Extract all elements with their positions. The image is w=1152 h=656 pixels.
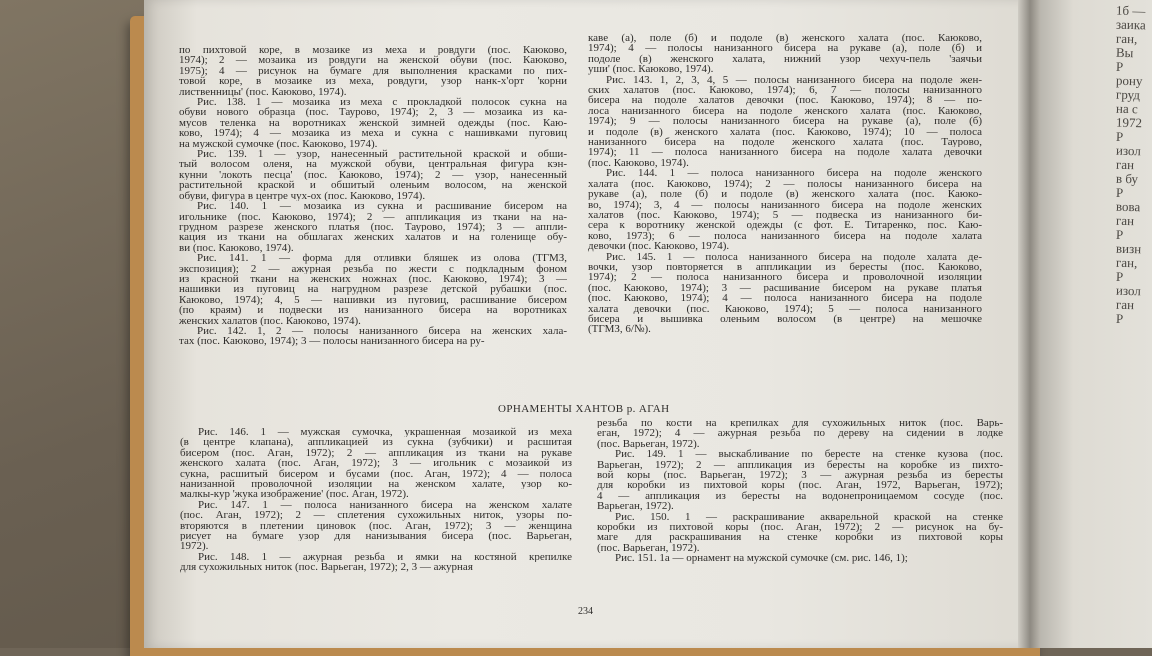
- text-line: Варьеган, 1972); 2 — аппликация из бересты на коробке из пихто-: [597, 459, 1003, 471]
- right-page-fragment: Р: [1115, 268, 1124, 285]
- text-line: бисера на подоле халатов девочки (пос. Каюково, 1974); 8 — по-: [588, 95, 982, 106]
- text-line: рисует на бумаге узор для нанизывания бисера (пос. Варьеган,: [180, 531, 572, 542]
- text-line: (пос. Каюково, 1974); 3 — расшивание бисером на рукаве платья: [588, 282, 982, 294]
- right-page-fragment: Р: [1115, 310, 1124, 327]
- text-line: кация из ткани на обшлагах женских халатов и на голенище обу-: [179, 232, 567, 243]
- text-line: экспозиция); 2 — ажурная резьба по жести с подкладным фоном: [179, 263, 567, 274]
- right-page-fragment: Р: [1115, 184, 1124, 201]
- text-line: лиственницы' (пос. Каюково, 1974).: [179, 86, 347, 98]
- right-page-fragment: ган,: [1115, 30, 1138, 47]
- text-line: растительной краской и обшитый оленьим волосом, на женской: [179, 180, 567, 191]
- text-line: вторяются в плетении циновок (пос. Аган, 1972); 3 — женщина: [180, 520, 572, 532]
- text-line: 1974); 4 — полосы нанизанного бисера на рукаве (а), поле (б) и: [588, 43, 982, 54]
- text-line: сера к воротнику женской одежды (с фот. Е. Титаренко, пос. Каю-: [588, 220, 982, 231]
- right-page-fragment: Р: [1115, 128, 1124, 145]
- text-line: для коробки из пихтовой коры (пос. Аган, 1972, Варьеган, 1972);: [597, 480, 1003, 491]
- text-line: обуви нового образца (пос. Таурово, 1974); 2, 3 — мозаика из ка-: [179, 107, 567, 118]
- right-page-fragment: 1972: [1115, 114, 1143, 131]
- text-line: сукна, расшитый бисером и бусами (пос. Аган, 1972); 4 — полоса: [180, 468, 572, 480]
- text-line: и подоле (в) женского халата (пос. Каюково, 1974); 10 — полоса: [588, 126, 982, 138]
- text-line: Рис. 149. 1 — выскабливание по бересте на стенке кузова (пос.: [615, 449, 1003, 460]
- text-line: (пос. Варьеган, 1972).: [597, 438, 700, 450]
- text-line: рукаве (а), поле (б) и подоле (в) женского халата (пос. Каюко-: [588, 189, 982, 200]
- text-line: малкы-кур 'жука изображение' (пос. Аган, 1972).: [180, 489, 409, 500]
- text-line: нанизанного бисера на подоле женского халата (пос. Таурово,: [588, 137, 982, 148]
- text-line: грудном разрезе женского платья (пос. Таурово, 1974); 3 — аппли-: [179, 221, 567, 233]
- text-line: ково, 1974); 4 — мозаика из меха и сукна с нашивками пуговиц: [179, 128, 567, 139]
- text-line: 1975); 4 — рисунок на бумаге для выполнения красками по пих-: [179, 65, 567, 77]
- text-line: (пос. Аган, 1972); 2 — сплетения сухожильных ниток, узоры по-: [180, 510, 572, 521]
- text-line: Рис. 145. 1 — полоса нанизанного бисера на подоле халата де-: [606, 251, 982, 262]
- text-line: Варьеган, 1972).: [597, 501, 674, 512]
- text-line: бисером (пос. Аган, 1972); 2 — аппликация из ткани на рукаве: [180, 447, 572, 459]
- text-line: Рис. 151. 1а — орнамент на мужской сумочке (см. рис. 146, 1);: [615, 553, 908, 564]
- text-line: ково, 1973); 6 — полоса нанизанного бисера на подоле халата: [588, 230, 982, 242]
- right-page-fragment: 1б —: [1115, 2, 1146, 19]
- text-line: Рис. 146. 1 — мужская сумочка, украшенная мозаикой из меха: [198, 427, 572, 438]
- text-line: Рис. 144. 1 — полоса нанизанного бисера на подоле женского: [606, 168, 982, 179]
- text-line: Рис. 147. 1 — полоса нанизанного бисера на женском халате: [198, 499, 572, 511]
- text-line: Рис. 150. 1 — раскрашивание акварельной краской на стенке: [615, 511, 1003, 523]
- right-page-fragment: в бу: [1115, 170, 1139, 187]
- text-line: нанизанной проволочной изоляции на женском халате, узор ко-: [180, 479, 572, 490]
- text-line: по пихтовой коре, в мозаике из меха и ровдуги (пос. Каюково,: [179, 45, 567, 56]
- text-line: (пос. Каюково, 1974); 4 — полоса нанизанного бисера на подоле: [588, 293, 982, 304]
- text-line: 1974); 2 — мозаика из ровдуги на женской обуви (пос. Каюково,: [179, 55, 567, 66]
- text-line: женского халата (пос. Аган, 1972); 3 — игольник с мозаикой из: [180, 458, 572, 469]
- text-line: ви (пос. Каюково, 1974).: [179, 242, 294, 254]
- text-line: из красной ткани на женских ножнах (пос. Каюково, 1974); 3 —: [179, 273, 567, 285]
- right-page-fragment: изол: [1115, 282, 1142, 299]
- text-line: еган, 1972); 4 — ажурная резьба по дереву на сидении в лодке: [597, 428, 1003, 439]
- upper-right-column: [588, 33, 982, 335]
- right-page-fragment: ган: [1115, 296, 1135, 313]
- text-line: тах (пос. Каюково, 1974); 3 — полосы нанизанного бисера на ру-: [179, 336, 485, 347]
- text-line: 1974); 2 — полоса нанизанного бисера и проволочной изоляции: [588, 272, 982, 283]
- text-line: подоле (в) женского халата, нижний узор чехуч-пель 'заячьи: [588, 53, 982, 65]
- text-line: (пос. Варьеган, 1972).: [597, 542, 700, 554]
- text-line: нашивки из пуговиц на нагрудном разрезе детской рубашки (пос.: [179, 284, 567, 295]
- right-book-page-edge: [1040, 0, 1152, 648]
- text-line: Рис. 140. 1 — мозаика из сукна и расшивание бисером на: [197, 201, 567, 212]
- upper-left-column: [179, 45, 567, 347]
- text-line: 1974); 9 — полосы нанизанного бисера на рукаве (а), поле (б): [588, 116, 982, 127]
- text-line: вой коры (пос. Варьеган, 1972); 3 — ажурная резьба из бересты: [597, 470, 1003, 481]
- lower-left-column: [180, 427, 572, 573]
- text-line: Рис. 142. 1, 2 — полосы нанизанного бисера на женских хала-: [197, 325, 567, 337]
- text-line: кунни 'локоть песца' (пос. Каюково, 1974); 2 — узор, нанесенный: [179, 169, 567, 181]
- text-line: лоса нанизанного бисера на подоле женского халата (пос. Каюково,: [588, 105, 982, 117]
- right-page-fragment: груд: [1115, 86, 1141, 103]
- text-line: халатов (пос. Каюково, 1974); 5 — подвеска из нанизанного би-: [588, 209, 982, 221]
- text-line: женских халатов (пос. Каюково, 1974).: [179, 315, 361, 326]
- text-line: во, 1974); 3, 4 — полосы нанизанного бисера на подоле женских: [588, 199, 982, 210]
- lower-right-column: [597, 418, 1003, 564]
- right-page-fragment: Р: [1115, 226, 1124, 243]
- text-line: Рис. 138. 1 — мозаика из меха с прокладкой полосок сукна на: [197, 97, 567, 108]
- text-line: (в центре клапана), аппликацией из сукна (зубчики) и расшитая: [180, 437, 572, 448]
- text-line: 1974); 11 — полоса нанизанного бисера на подоле халата девочки: [588, 147, 982, 158]
- text-line: 4 — аппликация из бересты на водонепроницаемом сосуде (пос.: [597, 490, 1003, 502]
- text-line: вочки, узор повторяется в аппликации из бересты (пос. Каюково,: [588, 261, 982, 273]
- text-line: бисера и вышивка оленьим волосом (в центре) на мешочке: [588, 313, 982, 325]
- text-line: игольнике (пос. Каюково, 1974); 2 — аппликация из ткани на на-: [179, 211, 567, 222]
- text-line: халата девочки (пос. Каюково, 1974); 5 — полоса нанизанного: [588, 303, 982, 314]
- section-heading: ОРНАМЕНТЫ ХАНТОВ р. АГАН: [498, 403, 670, 415]
- text-line: на мужской сумочке (пос. Каюково, 1974).: [179, 138, 378, 150]
- book-gutter: [1018, 0, 1040, 648]
- text-line: девочки (пос. Каюково, 1974).: [588, 241, 730, 252]
- text-line: мусов теленка на воротниках женской зимней одежды (пос. Каю-: [179, 117, 567, 129]
- text-line: халата (пос. Каюково, 1974); 2 — полосы нанизанного бисера на: [588, 178, 982, 190]
- right-page-fragment: ган,: [1115, 254, 1138, 271]
- text-line: тый волосом оленя, на мужской обуви, центральная фигура кэн-: [179, 159, 567, 170]
- right-page-fragment: ган: [1115, 212, 1135, 229]
- right-page-fragment: Вы: [1115, 44, 1134, 61]
- text-line: Рис. 141. 1 — форма для отливки бляшек из олова (ТГМЗ,: [197, 253, 567, 264]
- text-line: резьба по кости на крепилках для сухожильных ниток (пос. Варь-: [597, 418, 1003, 429]
- text-line: товой коре, в мозаике из меха, ровдуги, узор нанк-х'орт 'корни: [179, 76, 567, 87]
- text-line: (ТГМЗ, 6/№).: [588, 324, 651, 335]
- text-line: (пос. Каюково, 1974).: [588, 157, 689, 169]
- right-page-fragment: визн: [1115, 240, 1142, 257]
- text-line: Рис. 143. 1, 2, 3, 4, 5 — полосы нанизанного бисера на подоле жен-: [606, 74, 982, 86]
- right-page-fragment: вова: [1115, 198, 1141, 215]
- text-line: 1972).: [180, 541, 209, 552]
- right-page-fragment: рону: [1115, 72, 1143, 89]
- text-line: Рис. 139. 1 — узор, нанесенный растительной краской и обши-: [197, 149, 567, 160]
- text-line: для сухожильных ниток (пос. Варьеган, 1972); 2, 3 — ажурная: [180, 562, 473, 573]
- text-line: (по краям) и подвески из нанизанного бисера на воротниках: [179, 305, 567, 316]
- text-line: маге для раскрашивания на стенке коробки из пихтовой коры: [597, 532, 1003, 543]
- right-page-fragment: заика: [1115, 16, 1146, 33]
- right-page-fragment: на с: [1115, 100, 1138, 117]
- right-page-fragment: ган: [1115, 156, 1135, 173]
- text-line: коробки из пихтовой коры (пос. Аган, 1972); 2 — рисунок на бу-: [597, 522, 1003, 533]
- text-line: Рис. 148. 1 — ажурная резьба и ямки на костяной крепилке: [198, 551, 572, 563]
- right-page-fragment: Р: [1115, 58, 1124, 75]
- text-line: обуви, фигура в центре чух-ох (пос. Каюково, 1974).: [179, 190, 426, 202]
- right-page-fragment: изол: [1115, 142, 1142, 159]
- text-line: уши' (пос. Каюково, 1974).: [588, 64, 714, 75]
- text-line: каве (а), поле (б) и подоле (в) женского халата (пос. Каюково,: [588, 33, 982, 44]
- text-line: Каюково, 1974); 4, 5 — нашивки из пуговиц, расшивание бисером: [179, 294, 567, 306]
- page-number: 234: [578, 606, 593, 617]
- text-line: ских халатов (пос. Каюково, 1974); 6, 7 — полосы нанизанного: [588, 85, 982, 96]
